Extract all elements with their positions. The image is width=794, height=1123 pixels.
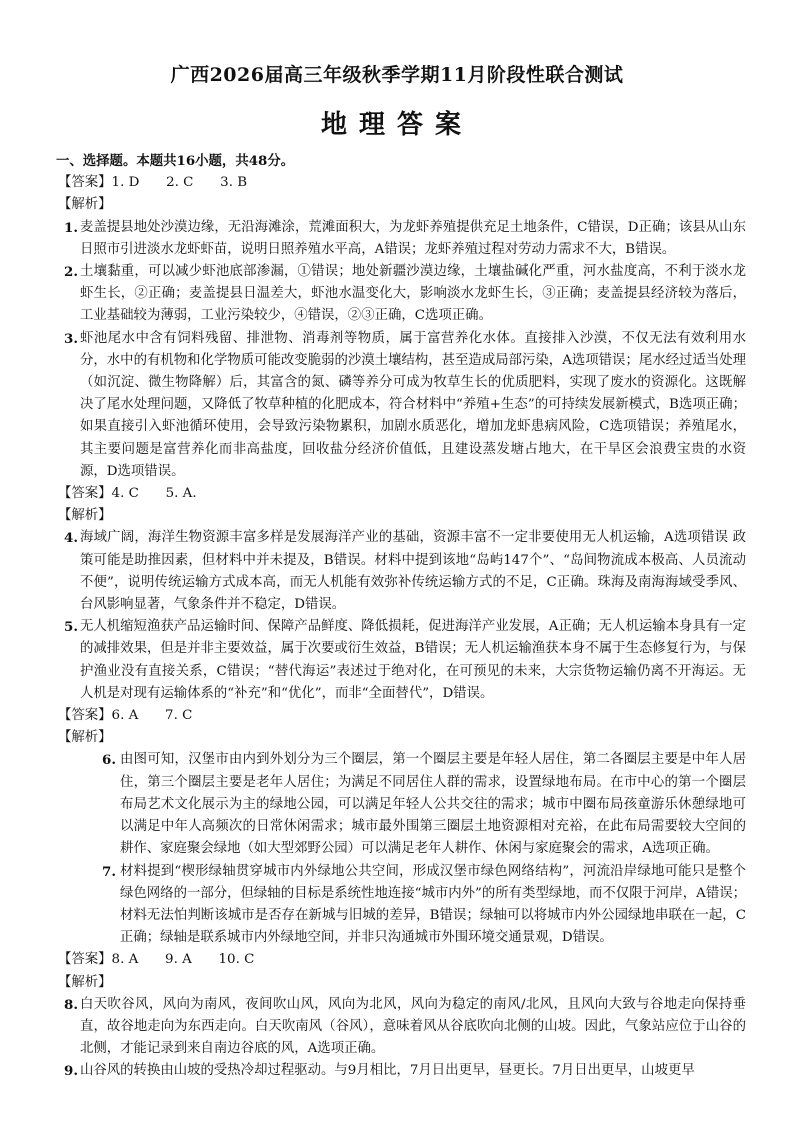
item-text: 由图可知，汉堡市由内到外划分为三个圈层，第一个圈层主要是年轻人居住，第二各圈层主要是中年人居住，第三个圈层主要是老年人居住；为满足不同居住人群的需求，设置绿地布局。在市中心的第一个圈层布局艺术文化展示为主的绿地公园，可以满足年轻人公共交往的需求；城市中圈布局孩童游乐休憩绿地可以满足中年人高频次的日常休闲需求；城市最外围第三圈层土地资源相对充裕，在此布局需要较大空间的耕作、家庭聚会绿地（如大型郊野公园）可以满足老年人耕作、休闲与家庭聚会的需求，A选项正确。 bbox=[120, 752, 746, 857]
item-number: 2. bbox=[64, 264, 78, 281]
item-text: 白天吹谷风，风向为南风，夜间吹山风，风向为北风，风向为稳定的南风/北风，且风向大致与谷地走向保持垂直，故谷地走向为东西走向。白天吹南风（谷风），意味着风从谷底吹向北侧的山坡。因此，气象站应位于山谷的北侧，才能记录到来自南边谷底的风，A选项正确。 bbox=[80, 996, 746, 1057]
item-number: 3. bbox=[64, 330, 78, 347]
item-text: 山谷风的转换由山坡的受热冷却过程驱动。与9月相比，7月日出更早，昼更长。7月日出更早，山坡更早 bbox=[80, 1063, 695, 1079]
item-text: 土壤黏重，可以减少虾池底部渗漏，①错误；地处新疆沙漠边缘，土壤盐碱化严重，河水盐度高，不利于淡水龙虾生长，②正确；麦盖提县日温差大，虾池水温变化大，影响淡水龙虾生长，③正确；麦盖提县经济较为落后，工业基础较为薄弱，工业污染较少，④错误，②③正确，C选项正确。 bbox=[80, 264, 746, 324]
analysis-item bbox=[58, 616, 746, 705]
analysis-item bbox=[58, 261, 746, 328]
analysis-item bbox=[58, 328, 746, 483]
analysis-item bbox=[58, 994, 746, 1061]
answer-content bbox=[58, 150, 746, 1083]
item-number: 1. bbox=[64, 219, 78, 236]
section-heading: 一、选择题。本题共16小题，共48分。 bbox=[56, 153, 295, 169]
answer-line: 【答案】4. C 5. A. bbox=[58, 486, 197, 502]
item-number: 9. bbox=[64, 1063, 78, 1080]
item-text: 麦盖提县地处沙漠边缘，无沿海滩涂，荒滩面积大，为龙虾养殖提供充足土地条件，C错误，D正确；该县从山东日照市引进淡水龙虾虾苗，说明日照养殖水平高，A错误；龙虾养殖过程对劳动力需求不大，B错误。 bbox=[80, 219, 746, 257]
analysis-item bbox=[58, 527, 746, 616]
document-subtitle: 地理答案 bbox=[320, 110, 473, 140]
item-number: 4. bbox=[64, 530, 78, 547]
analysis-item bbox=[58, 217, 746, 261]
item-number: 8. bbox=[64, 996, 78, 1013]
item-text: 海域广阔，海洋生物资源丰富多样是发展海洋产业的基础，资源丰富不一定非要使用无人机运输，A选项错误 政策可能是助推因素，但材料中并未提及，B错误。材料中提到该地“岛屿147个”、“岛间物流成本极高、人员流动不便”，说明传统运输方式成本高，而无人机能有效弥补传统运输方式的不足，C正确。珠海及南海海域受季风、台风影响显著，气象条件并不稳定，D错误。 bbox=[80, 530, 746, 613]
analysis-label: 【解析】 bbox=[58, 730, 112, 746]
item-text: 无人机缩短渔获产品运输时间、保障产品鲜度、降低损耗，促进海洋产业发展，A正确；无人机运输本身具有一定的减排效果，但是并非主要效益，属于次要或衍生效益，B错误；无人机运输渔获本身不属于生态修复行为，与保护渔业没有直接关系，C错误；“替代海运”表述过于绝对化，在可预见的未来，大宗货物运输仍离不开海运。无人机是对现有运输体系的“补充”和“优化”，而非“全面替代”，D错误。 bbox=[80, 619, 746, 701]
analysis-item bbox=[58, 749, 746, 860]
document-title: 广西2026届高三年级秋季学期11月阶段性联合测试 bbox=[170, 64, 624, 86]
item-text: 虾池尾水中含有饲料残留、排泄物、消毒剂等物质，属于富营养化水体。直接排入沙漠，不仅无法有效利用水分，水中的有机物和化学物质可能改变脆弱的沙漠土壤结构，甚至造成局部污染，A选项错误；尾水经过适当处理（如沉淀、微生物降解）后，其富含的氮、磷等养分可成为牧草生长的优质肥料，实现了废水的资源化。这既解决了尾水处理问题，又降低了牧草种植的化肥成本，符合材料中“养殖+生态”的可持续发展新模式，B选项正确；如果直接引入虾池循环使用，会导致污染物累积，加剧水质恶化，增加龙虾患病风险，C选项错误；养殖尾水，其主要问题是富营养化而非高盐度，回收盐分经济价值低，且建设蒸发塘占地大，在干旱区会浪费宝贵的水资源，D选项错误。 bbox=[80, 330, 746, 479]
analysis-item bbox=[58, 861, 746, 950]
item-number: 7. bbox=[102, 863, 116, 880]
analysis-label: 【解析】 bbox=[58, 197, 112, 213]
answer-line: 【答案】6. A 7. C bbox=[58, 708, 193, 724]
answer-line: 【答案】8. A 9. A 10. C bbox=[58, 952, 255, 968]
item-number: 6. bbox=[102, 752, 116, 769]
item-text: 材料提到“楔形绿轴贯穿城市内外绿地公共空间，形成汉堡市绿色网络结构”，河流沿岸绿地可能只是整个绿色网络的一部分，但绿轴的目标是系统性地连接“城市内外”的所有类型绿地，而不仅限于河岸，A错误；材料无法怕判断该城市是否存在新城与旧城的差异，B错误；绿轴可以将城市内外公园绿地串联在一起，C正确；绿轴是联系城市内外绿地空间，并非只沟通城市外围环境交通景观，D错误。 bbox=[120, 863, 746, 946]
analysis-item bbox=[58, 1060, 746, 1082]
analysis-label: 【解析】 bbox=[58, 974, 112, 990]
item-number: 5. bbox=[64, 619, 78, 636]
answer-line: 【答案】1. D 2. C 3. B bbox=[58, 175, 248, 191]
analysis-label: 【解析】 bbox=[58, 508, 112, 524]
